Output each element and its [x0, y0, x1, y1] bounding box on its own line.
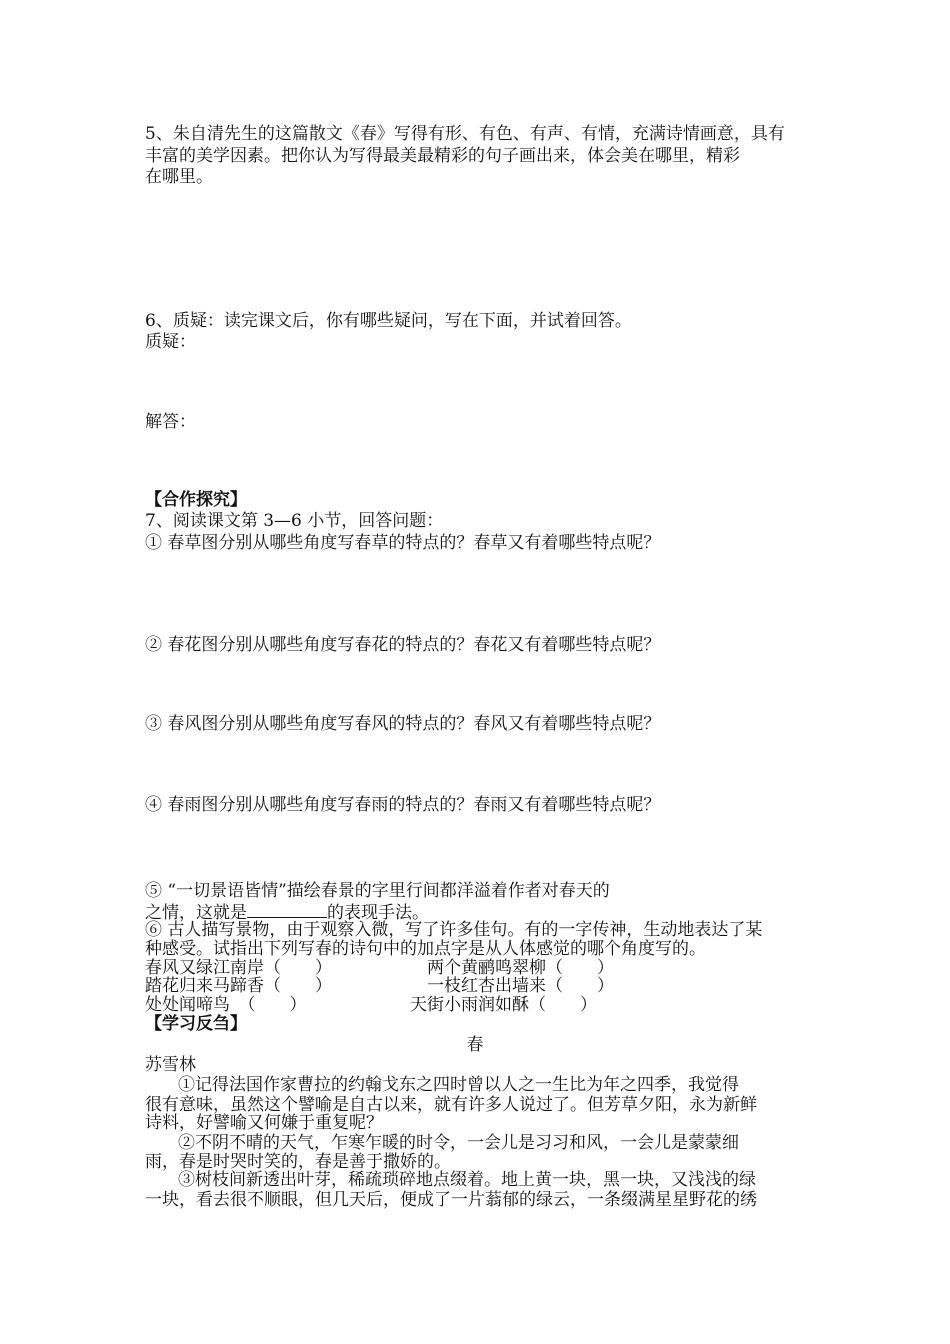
essay-paragraph-3-line-2: 一块，看去很不顺眼，但几天后，便成了一片蓊郁的绿云，一条缀满星星野花的绣: [145, 1190, 757, 1210]
q7-item6-line-1: ⑥ 古人描写景物，由于观察入微，写了许多佳句。有的一字传神，生动地表达了某: [145, 920, 763, 940]
q6-answer-label: 解答：: [145, 412, 196, 432]
essay-paragraph-3-line-1: ③树枝间新透出叶芽，稀疏琐碎地点缀着。地上黄一块，黑一块，又浅浅的绿: [178, 1170, 756, 1190]
q7-item5-line-1: ⑤ “一切景语皆情”描绘春景的字里行间都洋溢着作者对春天的: [145, 881, 610, 901]
essay-author: 苏雪林: [145, 1055, 196, 1075]
poem-line: 天街小雨润如酥（ ）: [410, 995, 597, 1015]
poem-line: 一枝红杏出墙来（ ）: [427, 976, 614, 996]
q5-text-line-2: 丰富的美学因素。把你认为写得最美最精彩的句子画出来，体会美在哪里，精彩: [145, 146, 740, 166]
q5-text-line-1: 5、朱自清先生的这篇散文《春》写得有形、有色、有声、有情，充满诗情画意，具有: [145, 124, 785, 144]
poem-line: 踏花归来马蹄香（ ）: [145, 976, 332, 996]
q6-question-label: 质疑：: [145, 332, 196, 352]
fill-in-blank[interactable]: [247, 901, 327, 918]
q6-text: 6、质疑：读完课文后，你有哪些疑问，写在下面，并试着回答。: [145, 311, 632, 331]
q7-item-wind: ③ 春风图分别从哪些角度写春风的特点的？春风又有着哪些特点呢？: [145, 714, 661, 734]
poem-line: 两个黄鹂鸣翠柳（ ）: [427, 958, 614, 978]
essay-paragraph-2-line-1: ②不阴不晴的天气，乍寒乍暖的时令，一会儿是习习和风，一会儿是蒙蒙细: [178, 1133, 739, 1153]
essay-paragraph-1-line-2: 很有意味，虽然这个譬喻是自古以来，就有许多人说过了。但芳草夕阳，永为新鲜: [145, 1095, 757, 1115]
q7-intro: 7、阅读课文第 3—6 小节，回答问题：: [145, 511, 444, 531]
poem-line: 春风又绿江南岸（ ）: [145, 958, 332, 978]
q5-text-line-3: 在哪里。: [145, 167, 213, 187]
essay-paragraph-1-line-3: 诗料，好譬喻又何嫌于重复呢？: [145, 1113, 383, 1133]
essay-title: 春: [466, 1035, 484, 1055]
q7-item-rain: ④ 春雨图分别从哪些角度写春雨的特点的？春雨又有着哪些特点呢？: [145, 795, 661, 815]
reflection-heading: 【学习反刍】: [145, 1014, 247, 1034]
item5-text-after: 的表现手法。: [327, 903, 429, 923]
essay-paragraph-1-line-1: ①记得法国作家曹拉的约翰戈东之四时曾以人之一生比为年之四季，我觉得: [178, 1075, 739, 1095]
q7-item-flowers: ② 春花图分别从哪些角度写春花的特点的？春花又有着哪些特点呢？: [145, 635, 661, 655]
q7-item6-line-2: 种感受。试指出下列写春的诗句中的加点字是从人体感觉的哪个角度写的。: [145, 939, 706, 959]
poem-line: 处处闻啼鸟 （ ）: [145, 995, 307, 1015]
essay-paragraph-2-line-2: 雨，春是时哭时笑的，春是善于撒娇的。: [145, 1152, 451, 1172]
q7-item-grass: ① 春草图分别从哪些角度写春草的特点的？春草又有着哪些特点呢？: [145, 533, 661, 553]
cooperation-heading: 【合作探究】: [145, 490, 247, 510]
item5-text-before: 之情，这就是: [145, 903, 247, 923]
